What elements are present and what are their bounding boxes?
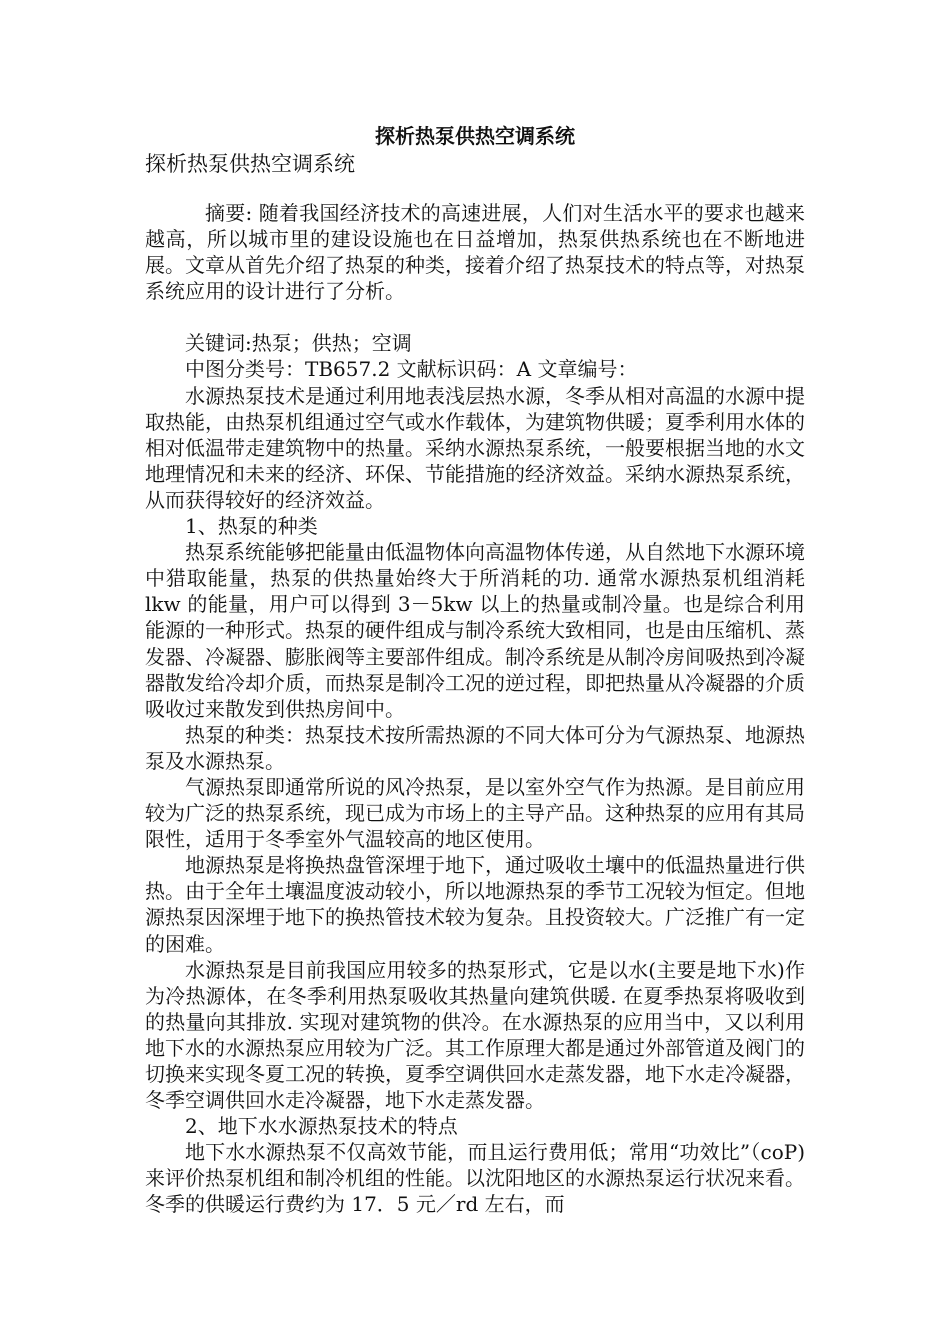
section-heading: 1、热泵的种类 [185, 514, 318, 539]
body-paragraph: 地源热泵是将换热盘管深埋于地下，通过吸收土壤中的低温热量进行供热。由于全年土壤温度波动较小，所以地源热泵的季节工况较为恒定。但地源热泵因深埋于地下的换热管技术较为复杂。且投资较大。广泛推广有一定的困难。 [145, 853, 805, 956]
document-subtitle: 探析热泵供热空调系统 [145, 152, 355, 176]
body-paragraph: 热泵的种类：热泵技术按所需热源的不同大体可分为气源热泵、地源热泵及水源热泵。 [145, 722, 805, 773]
section-heading: 2、地下水水源热泵技术的特点 [185, 1114, 458, 1139]
classification-line: 中图分类号：TB657.2 文献标识码：A 文章编号： [185, 357, 638, 382]
body-paragraph: 地下水水源热泵不仅高效节能，而且运行费用低；常用“功效比”（coP)来评价热泵机组和制冷机组的性能。以沈阳地区的水源热泵运行状况来看。冬季的供暖运行费约为 17．5 元／rd 左右，而 [145, 1140, 805, 1217]
abstract-paragraph: 摘要: 随着我国经济技术的高速进展，人们对生活水平的要求也越来越高，所以城市里的建设设施也在日益增加，热泵供热系统也在不断地进展。文章从首先介绍了热泵的种类，接着介绍了热泵技术的特点等，对热泵系统应用的设计进行了分析。 [145, 201, 805, 304]
body-paragraph: 气源热泵即通常所说的风冷热泵，是以室外空气作为热源。是目前应用较为广泛的热泵系统，现已成为市场上的主导产品。这种热泵的应用有其局限性，适用于冬季室外气温较高的地区使用。 [145, 774, 805, 852]
body-paragraph: 热泵系统能够把能量由低温物体向高温物体传递，从自然地下水源环境中猎取能量，热泵的供热量始终大于所消耗的功. 通常水源热泵机组消耗 lkw 的能量，用户可以得到 3－5kw 以上的热量或制冷量。也是综合利用能源的一种形式。热泵的硬件组成与制冷系统大致相同，也是由压缩机、蒸发器、冷凝器、膨胀阀等主要部件组成。制冷系统是从制冷房间吸热到冷凝器散发给冷却介质，而热泵是制冷工况的逆过程，即把热量从冷凝器的介质吸收过来散发到供热房间中。 [145, 540, 805, 721]
document-title: 探析热泵供热空调系统 [375, 124, 575, 148]
document-body [145, 200, 805, 1218]
body-paragraph: 水源热泵技术是通过利用地表浅层热水源，冬季从相对高温的水源中提取热能，由热泵机组通过空气或水作载体，为建筑物供暖；夏季利用水体的相对低温带走建筑物中的热量。采纳水源热泵系统，一般要根据当地的水文地理情况和未来的经济、环保、节能措施的经济效益。采纳水源热泵系统，从而获得较好的经济效益。 [145, 383, 805, 512]
body-paragraph: 水源热泵是目前我国应用较多的热泵形式，它是以水(主要是地下水)作为冷热源体，在冬季利用热泵吸收其热量向建筑供暖. 在夏季热泵将吸收到的热量向其排放. 实现对建筑物的供冷。在水源热泵的应用当中，又以利用地下水的水源热泵应用较为广泛。其工作原理大都是通过外部管道及阀门的切换来实现冬夏工况的转换，夏季空调供回水走蒸发器，地下水走冷凝器，冬季空调供回水走冷凝器，地下水走蒸发器。 [145, 957, 805, 1113]
keywords-line: 关键词:热泵；供热；空调 [185, 331, 412, 356]
